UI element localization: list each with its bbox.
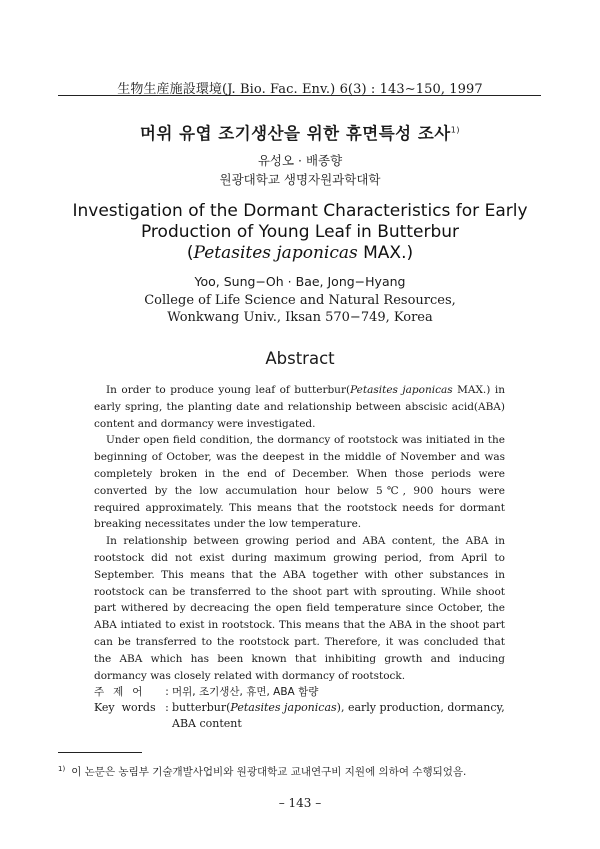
korean-title xyxy=(40,120,560,144)
english-title xyxy=(40,201,560,264)
footnote-marker: 1) xyxy=(58,764,66,773)
korean-authors: 유성오 · 배종향 xyxy=(257,153,343,168)
korean-title-text: 머위 유엽 조기생산을 위한 휴면특성 조사 xyxy=(140,124,451,143)
footnote xyxy=(58,764,466,779)
abstract-body xyxy=(94,382,505,684)
korean-keywords-label: 주제어 xyxy=(94,686,152,698)
keywords-separator: : xyxy=(165,686,169,698)
english-title-line1: Investigation of the Dormant Characteristics for Early xyxy=(72,201,528,221)
species-author: MAX.) xyxy=(357,243,414,263)
english-keywords xyxy=(94,700,505,732)
keyword-pre: butterbur( xyxy=(172,701,231,714)
english-authors: Yoo, Sung−Oh · Bae, Jong−Hyang xyxy=(194,274,406,289)
page-number: – 143 – xyxy=(278,796,322,810)
korean-affiliation: 원광대학교 생명자원과학대학 xyxy=(219,172,381,187)
abstract-paragraph-1 xyxy=(94,382,505,432)
species-name: Petasites japonicas xyxy=(193,243,358,263)
abstract-paragraph-2: Under open field condition, the dormancy of rootstock was initiated in the beginning of October, was the deepest in the middle of November and was completely broken in the end of December. When those periods were converted by the low accumulation hour below 5℃, 900 hours were required approximately. This means that the rootstock needs for dormant breaking necessitates under the low temperature. xyxy=(94,434,505,531)
abstract-p1-rest: MAX.) in early spring, the planting date and relationship between abscisic acid(ABA) content and dormancy were investigated. xyxy=(94,384,505,430)
affiliation-line2: Wonkwang Univ., Iksan 570−749, Korea xyxy=(167,310,433,325)
english-keywords-value xyxy=(172,700,505,732)
keyword-species: Petasites japonicas xyxy=(230,701,337,714)
keyword-rest: ), early production, dormancy, ABA content xyxy=(172,701,505,730)
header-rule xyxy=(58,95,541,96)
abstract-paragraph-3: In relationship between growing period and ABA content, the ABA in rootstock did not exist during maximum growing period, from April to September. This means that the ABA together with other substances in rootstock can be transferred to the shoot part with sprouting. While shoot part withered by decreacing the open field temperature since October, the ABA intiated to exist in rootstock. This means that the ABA in the shoot part can be transferred to the rootstock part. Therefore, it was concluded that the ABA which has been known that inhibiting growth and inducing dormancy was closely related with dormancy of rootstock. xyxy=(94,535,505,682)
journal-citation: 生物生産施設環境(J. Bio. Fac. Env.) 6(3) : 143∼150, 1997 xyxy=(117,82,483,97)
korean-keywords xyxy=(94,684,505,700)
affiliation-line1: College of Life Science and Natural Resources, xyxy=(144,293,456,308)
footnote-rule xyxy=(58,752,142,753)
abstract-heading: Abstract xyxy=(265,349,335,368)
english-affiliation xyxy=(40,292,560,326)
keywords-separator-en: : xyxy=(165,701,169,714)
title-open-paren: ( xyxy=(186,243,194,263)
footnote-text: 이 논문은 농림부 기술개발사업비와 원광대학교 교내연구비 지원에 의하여 수행되었음. xyxy=(71,766,467,778)
keywords-block xyxy=(94,684,505,732)
abstract-p1-species: Petasites japonicas xyxy=(350,384,453,396)
korean-keywords-value: 머위, 조기생산, 휴면, ABA 함량 xyxy=(172,686,319,698)
abstract-p1-text: In order to produce young leaf of butterbur( xyxy=(106,384,351,396)
english-keywords-label: Key words xyxy=(94,701,156,714)
title-footnote-marker: 1) xyxy=(450,125,460,135)
english-title-line2: Production of Young Leaf in Butterbur xyxy=(140,222,460,242)
english-title-line3 xyxy=(40,243,560,264)
